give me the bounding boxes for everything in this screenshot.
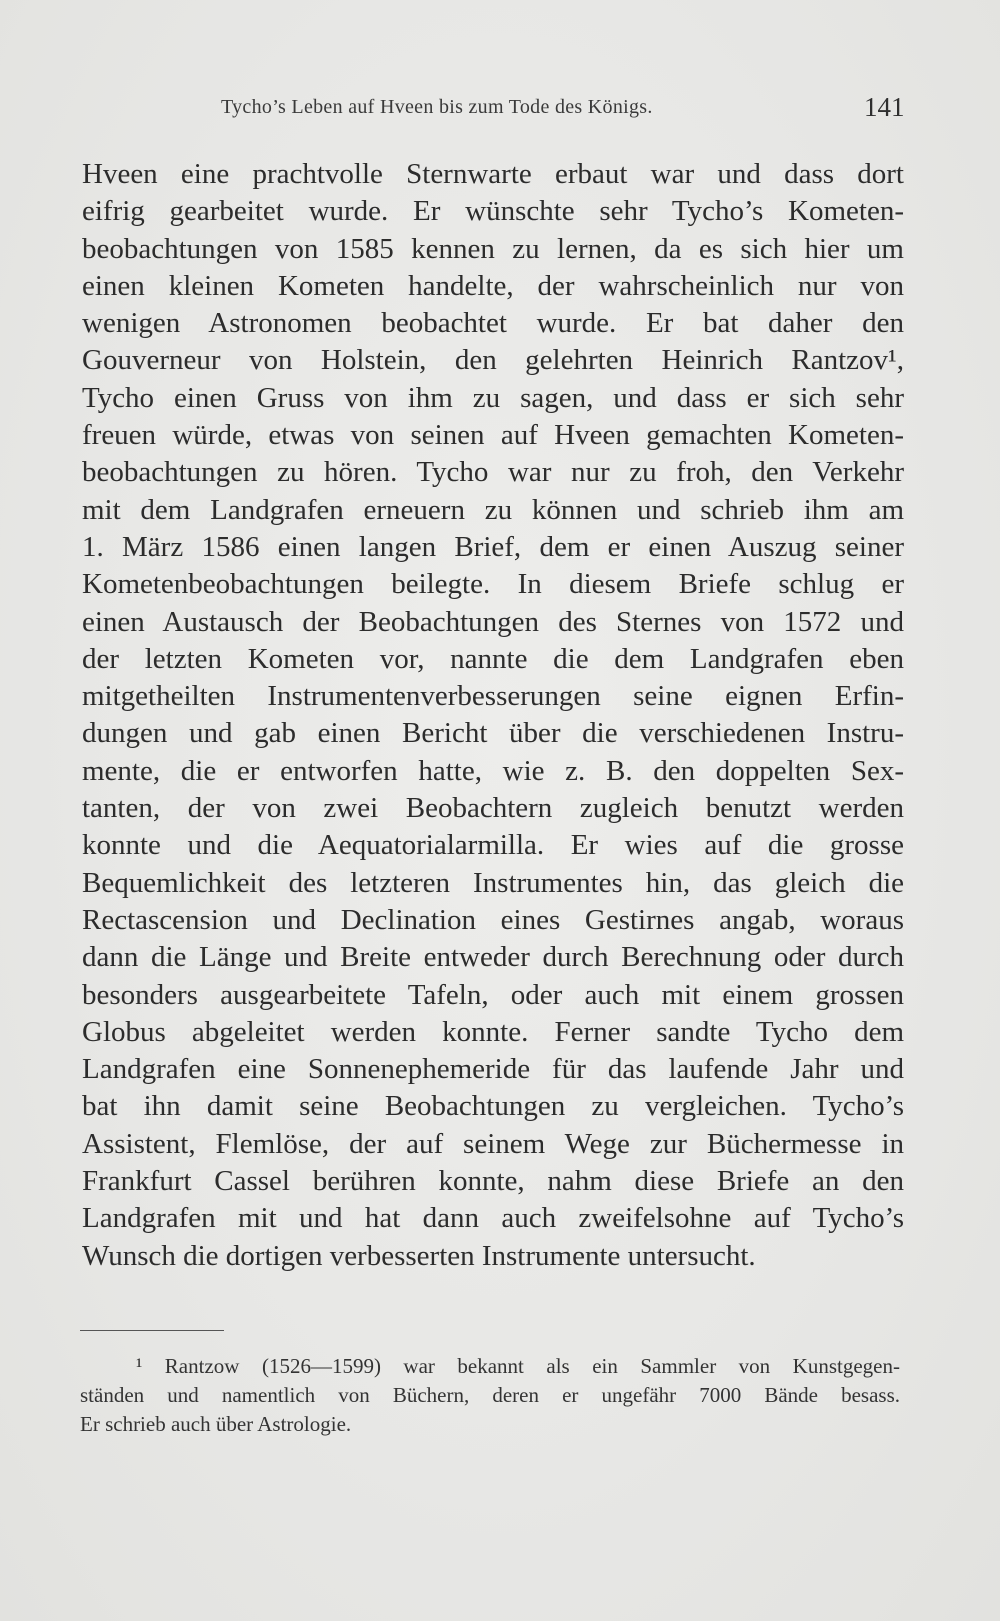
text-line: dann die Länge und Breite entweder durch Berechnung oder durch [82,941,904,974]
footnote-line: ständen und namentlich von Büchern, deren er ungefähr 7000 Bände besass. [80,1383,900,1407]
text-line: Frankfurt Cassel berühren konnte, nahm diese Briefe an den [82,1165,904,1198]
text-line: dungen und gab einen Bericht über die verschiedenen Instru- [82,717,904,750]
text-line: einen kleinen Kometen handelte, der wahrscheinlich nur von [82,269,904,302]
text-line: konnte und die Aequatorialarmilla. Er wies auf die grosse [82,829,904,862]
text-line: beobachtungen von 1585 kennen zu lernen, da es sich hier um [82,232,904,265]
text-line: Gouverneur von Holstein, den gelehrten Heinrich Rantzov¹, [82,344,904,377]
running-head: Tycho’s Leben auf Hveen bis zum Tode des Königs. [221,96,653,118]
footnote-divider [80,1330,224,1331]
footnote [80,1352,900,1439]
footnote-line: ¹ Rantzow (1526—1599) war bekannt als ein Sammler von Kunstgegen- [136,1354,900,1378]
text-line: Rectascension und Declination eines Gestirnes angab, woraus [82,903,904,936]
text-line: 1. März 1586 einen langen Brief, dem er einen Auszug seiner [82,530,904,563]
text-line: wenigen Astronomen beobachtet wurde. Er bat daher den [82,307,904,340]
body-text [82,156,904,1275]
text-line: Wunsch die dortigen verbesserten Instrumente untersucht. [82,1239,756,1272]
text-line: eifrig gearbeitet wurde. Er wünschte sehr Tycho’s Kometen- [82,195,904,228]
footnote-line: Er schrieb auch über Astrologie. [80,1412,352,1436]
text-line: tanten, der von zwei Beobachtern zugleich benutzt werden [82,792,904,825]
text-line: mit dem Landgrafen erneuern zu können und schrieb ihm am [82,493,904,526]
text-line: Kometenbeobachtungen beilegte. In diesem Briefe schlug er [82,568,904,601]
text-line: mitgetheilten Instrumentenverbesserungen seine eignen Erfin- [82,680,904,713]
text-line: mente, die er entworfen hatte, wie z. B. den doppelten Sex- [82,754,904,787]
text-line: Hveen eine prachtvolle Sternwarte erbaut war und dass dort [82,158,904,190]
text-line: einen Austausch der Beobachtungen des Sternes von 1572 und [82,605,904,638]
text-line: bat ihn damit seine Beobachtungen zu vergleichen. Tycho’s [82,1090,904,1123]
text-line: freuen würde, etwas von seinen auf Hveen gemachten Kometen- [82,419,904,452]
text-line: Assistent, Flemlöse, der auf seinem Wege zur Büchermesse in [82,1127,904,1160]
page-number: 141 [864,92,905,122]
text-line: Landgrafen mit und hat dann auch zweifelsohne auf Tycho’s [82,1202,904,1235]
text-line: beobachtungen zu hören. Tycho war nur zu froh, den Verkehr [82,456,904,489]
text-line: besonders ausgearbeitete Tafeln, oder auch mit einem grossen [82,978,904,1011]
text-line: Bequemlichkeit des letzteren Instrumentes hin, das gleich die [82,866,904,899]
text-line: Landgrafen eine Sonnenephemeride für das laufende Jahr und [82,1053,904,1086]
text-line: Globus abgeleitet werden konnte. Ferner sandte Tycho dem [82,1015,904,1048]
text-line: Tycho einen Gruss von ihm zu sagen, und dass er sich sehr [82,381,904,414]
text-line: der letzten Kometen vor, nannte die dem Landgrafen eben [82,642,904,675]
